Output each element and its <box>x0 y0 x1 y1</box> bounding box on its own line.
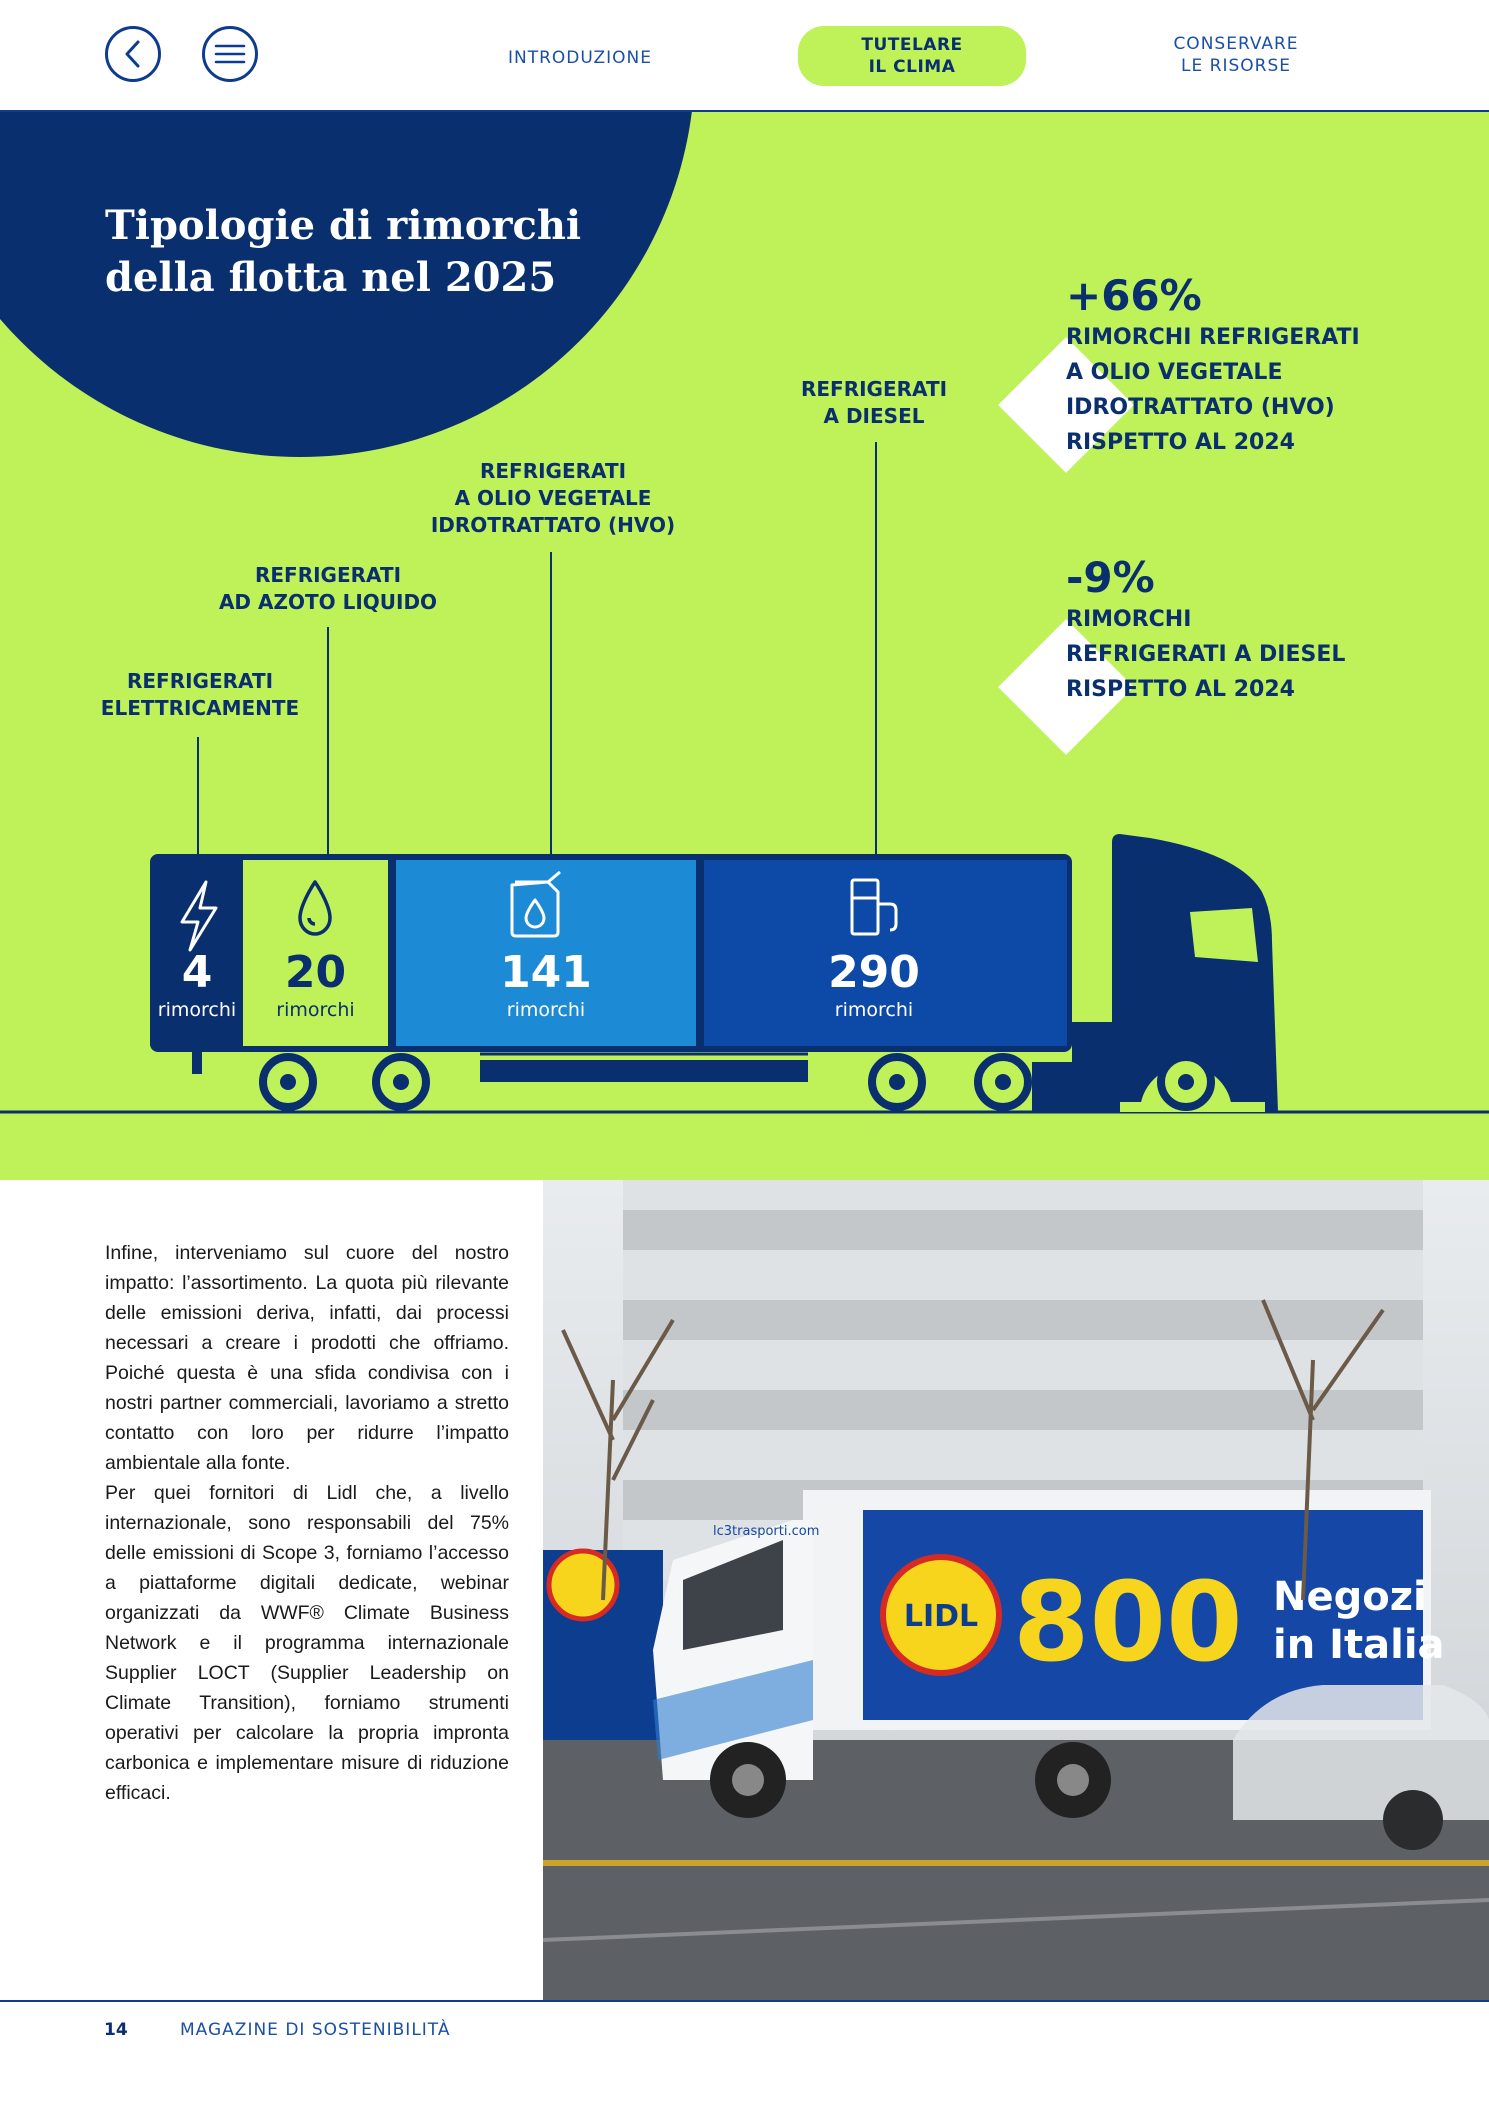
svg-text:Negozi: Negozi <box>1273 1574 1427 1620</box>
svg-text:lc3trasporti.com: lc3trasporti.com <box>713 1524 820 1539</box>
truck-photo <box>543 1180 1489 2000</box>
nav-introduzione[interactable]: INTRODUZIONE <box>507 48 653 68</box>
svg-text:in Italia: in Italia <box>1273 1622 1445 1668</box>
wheel-4 <box>978 1057 1028 1107</box>
svg-text:800: 800 <box>1013 1558 1243 1686</box>
truck-window <box>1190 908 1258 962</box>
label-hvo: REFRIGERATI A OLIO VEGETALE IDROTRATTATO (HVO) <box>430 459 676 537</box>
paragraph-2: Per quei fornitori di Lidl che, a livello internazionale, sono responsabili del 75% delle emissioni di Scope 3, forniamo l’accesso a piattaforme digitali dedicate, webinar organizzati da WWF® Climate Business Network e il programma internazionale Supplier LOCT (Supplier Leadership on Climate Transition), forniamo strumenti operativi per calcolare la propria impronta carbonica e implementare misure di riduzione efficaci. <box>105 1482 509 1804</box>
infographic-title: Tipologie di rimorchi della flotta nel 2025 <box>105 202 582 301</box>
fleet-infographic <box>0 112 1489 1180</box>
page-number: 14 <box>104 2020 128 2040</box>
menu-icon <box>214 42 246 66</box>
stat-diesel-decrease: -9% RIMORCHI REFRIGERATI A DIESEL RISPETTO AL 2024 <box>1066 553 1346 702</box>
wheel-1 <box>263 1057 313 1107</box>
count-diesel: 290 rimorchi <box>828 947 920 1021</box>
stat-hvo-growth: +66% RIMORCHI REFRIGERATI A OLIO VEGETALE IDROTRATTATO (HVO) RISPETTO AL 2024 <box>1066 271 1360 455</box>
label-elettricamente: REFRIGERATI ELETTRICAMENTE <box>100 669 300 720</box>
footer-divider <box>0 2000 1489 2002</box>
chevron-left-icon <box>121 39 145 69</box>
trailer-chassis <box>480 1060 808 1082</box>
trailer-leg <box>192 1052 202 1074</box>
menu-button[interactable] <box>202 26 258 82</box>
nav-tutelare-il-clima[interactable]: TUTELARE IL CLIMA <box>798 26 1026 86</box>
count-azoto: 20 rimorchi <box>276 947 355 1021</box>
label-azoto: REFRIGERATI AD AZOTO LIQUIDO <box>218 563 438 614</box>
body-text <box>105 1238 509 1808</box>
wheel-3 <box>872 1057 922 1107</box>
car <box>1233 1685 1489 1820</box>
label-diesel: REFRIGERATI A DIESEL <box>800 377 948 428</box>
back-button[interactable] <box>105 26 161 82</box>
nav-conservare-le-risorse[interactable]: CONSERVARE LE RISORSE <box>1173 34 1299 76</box>
count-elettricamente: 4 rimorchi <box>157 947 237 1021</box>
wheel-2 <box>376 1057 426 1107</box>
header <box>0 0 1489 112</box>
count-hvo: 141 rimorchi <box>500 947 592 1021</box>
svg-text:LIDL: LIDL <box>903 1599 979 1634</box>
footer-title: MAGAZINE DI SOSTENIBILITÀ <box>180 2020 451 2040</box>
truck-photo-illustration <box>543 1180 1489 2000</box>
paragraph-1: Infine, interveniamo sul cuore del nostro impatto: l’assortimento. La quota più rilevante delle emissioni deriva, infatti, dai processi necessari a creare i prodotti che offriamo. Poiché questa è una sfida condivisa con i nostri partner commerciali, lavoriamo a stretto contatto con loro per ridurre l’impatto ambientale alla fonte. <box>105 1242 509 1474</box>
